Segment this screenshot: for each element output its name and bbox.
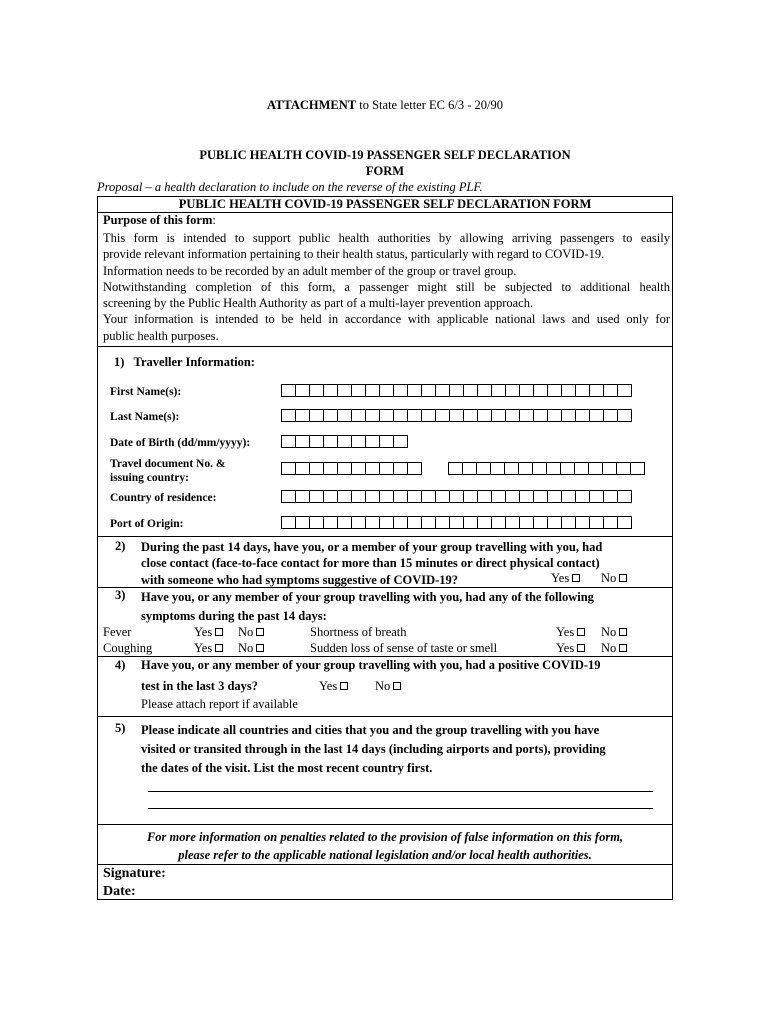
- countries-answer-line[interactable]: [148, 796, 653, 809]
- character-box[interactable]: [547, 490, 562, 503]
- section3-line: Have you, or any member of your group travelling with you, had any of the following: [141, 590, 594, 604]
- divider: [97, 536, 673, 537]
- purpose-line: Notwithstanding completion of this form, a passenger might still be subjected to additional health: [103, 279, 670, 294]
- character-box[interactable]: [281, 409, 296, 422]
- character-box[interactable]: [309, 462, 324, 475]
- character-box[interactable]: [589, 516, 604, 529]
- character-box[interactable]: [337, 409, 352, 422]
- character-box[interactable]: [393, 409, 408, 422]
- character-box[interactable]: [463, 516, 478, 529]
- signature-label: Signature:: [103, 866, 166, 881]
- document-title: PUBLIC HEALTH COVID-19 PASSENGER SELF DECLARATION: [199, 148, 571, 162]
- no-label: No: [375, 679, 391, 693]
- character-box[interactable]: [477, 490, 492, 503]
- yes-label: Yes: [556, 625, 575, 639]
- purpose-paragraph: [103, 230, 670, 344]
- character-box[interactable]: [393, 516, 408, 529]
- yes-checkbox[interactable]: [340, 682, 348, 690]
- character-box[interactable]: [421, 516, 436, 529]
- divider: [97, 716, 673, 717]
- section5-line: Please indicate all countries and cities that you and the group travelling with you have: [141, 723, 600, 737]
- character-box[interactable]: [533, 490, 548, 503]
- character-box[interactable]: [617, 490, 632, 503]
- character-box[interactable]: [351, 409, 366, 422]
- purpose-line: Information needs to be recorded by an adult member of the group or travel group.: [103, 263, 517, 278]
- residence-label: Country of residence:: [110, 492, 217, 504]
- section5-number: 5): [115, 721, 126, 735]
- character-box[interactable]: [309, 435, 324, 448]
- character-box[interactable]: [603, 409, 618, 422]
- character-box[interactable]: [421, 409, 436, 422]
- section5-line: visited or transited through in the last 14 days (including airports and ports), providing: [141, 742, 606, 756]
- coughing-no[interactable]: [238, 641, 264, 656]
- breath-yes[interactable]: [556, 625, 585, 640]
- character-box[interactable]: [281, 435, 296, 448]
- yes-label: Yes: [556, 641, 575, 655]
- character-box[interactable]: [505, 409, 520, 422]
- character-box[interactable]: [574, 462, 589, 475]
- section3-question: [141, 588, 594, 626]
- character-box[interactable]: [351, 516, 366, 529]
- character-box[interactable]: [435, 516, 450, 529]
- coughing-yes[interactable]: [194, 641, 223, 656]
- character-box[interactable]: [575, 384, 590, 397]
- character-box[interactable]: [407, 384, 422, 397]
- yes-checkbox[interactable]: [577, 644, 585, 652]
- yes-checkbox[interactable]: [572, 574, 580, 582]
- no-label: No: [238, 625, 254, 639]
- breath-no[interactable]: [601, 625, 627, 640]
- section2-yes[interactable]: [551, 571, 580, 586]
- no-checkbox[interactable]: [256, 628, 264, 636]
- penalty-line: please refer to the applicable national legislation and/or local health authorities.: [178, 848, 592, 862]
- character-box[interactable]: [518, 462, 533, 475]
- character-box[interactable]: [351, 462, 366, 475]
- character-box[interactable]: [491, 490, 506, 503]
- character-box[interactable]: [365, 435, 380, 448]
- character-box[interactable]: [491, 384, 506, 397]
- character-box[interactable]: [393, 435, 408, 448]
- character-box[interactable]: [379, 435, 394, 448]
- character-box[interactable]: [407, 462, 422, 475]
- character-box[interactable]: [337, 435, 352, 448]
- section4-note: Please attach report if available: [141, 697, 298, 711]
- yes-checkbox[interactable]: [215, 644, 223, 652]
- purpose-line: This form is intended to support public health authorities by allowing arriving passengers to easily: [103, 231, 670, 245]
- character-box[interactable]: [435, 490, 450, 503]
- last-name-label: Last Name(s):: [110, 411, 180, 423]
- character-box[interactable]: [463, 490, 478, 503]
- yes-checkbox[interactable]: [215, 628, 223, 636]
- character-box[interactable]: [533, 384, 548, 397]
- character-box[interactable]: [407, 516, 422, 529]
- character-box[interactable]: [449, 409, 464, 422]
- character-box[interactable]: [505, 516, 520, 529]
- character-box[interactable]: [281, 490, 296, 503]
- character-box[interactable]: [476, 462, 491, 475]
- section2-line: close contact (face-to-face contact for more than 15 minutes or direct physical contact): [141, 556, 600, 571]
- character-box[interactable]: [617, 384, 632, 397]
- attachment-label: ATTACHMENT: [267, 98, 357, 112]
- character-box[interactable]: [407, 490, 422, 503]
- character-box[interactable]: [323, 462, 338, 475]
- proposal-text: Proposal – a health declaration to include on the reverse of the existing PLF.: [97, 180, 483, 194]
- character-box[interactable]: [421, 384, 436, 397]
- character-box[interactable]: [309, 490, 324, 503]
- character-box[interactable]: [505, 384, 520, 397]
- character-box[interactable]: [603, 516, 618, 529]
- character-box[interactable]: [309, 384, 324, 397]
- travel-doc-label-line1: Travel document No. &: [110, 458, 226, 470]
- travel-doc-label-line2: issuing country:: [110, 472, 189, 484]
- character-box[interactable]: [379, 409, 394, 422]
- character-box[interactable]: [547, 516, 562, 529]
- section4-line1: Have you, or any member of your group travelling with you, had a positive COVID-19: [141, 658, 601, 672]
- dob-boxes[interactable]: [281, 435, 407, 448]
- character-box[interactable]: [351, 435, 366, 448]
- character-box[interactable]: [490, 462, 505, 475]
- section1-title: 1) Traveller Information:: [114, 355, 255, 369]
- character-box[interactable]: [491, 516, 506, 529]
- section3-number: 3): [115, 588, 126, 602]
- yes-label: Yes: [194, 641, 213, 655]
- purpose-colon: :: [212, 213, 216, 227]
- character-box[interactable]: [435, 384, 450, 397]
- penalty-note: [97, 828, 673, 864]
- divider: [97, 346, 673, 347]
- character-box[interactable]: [379, 384, 394, 397]
- character-box[interactable]: [617, 409, 632, 422]
- port-label: Port of Origin:: [110, 518, 184, 530]
- section2-line: with someone who had symptoms suggestive of COVID-19?: [141, 572, 459, 587]
- taste-label: Sudden loss of sense of taste or smell: [310, 641, 498, 655]
- character-box[interactable]: [519, 384, 534, 397]
- yes-label: Yes: [551, 571, 570, 585]
- character-box[interactable]: [589, 490, 604, 503]
- character-box[interactable]: [295, 384, 310, 397]
- first-name-label: First Name(s):: [110, 386, 182, 398]
- section2-number: 2): [115, 539, 126, 553]
- character-box[interactable]: [393, 462, 408, 475]
- character-box[interactable]: [561, 409, 576, 422]
- character-box[interactable]: [323, 490, 338, 503]
- character-box[interactable]: [603, 490, 618, 503]
- no-checkbox[interactable]: [393, 682, 401, 690]
- character-box[interactable]: [575, 516, 590, 529]
- character-box[interactable]: [575, 490, 590, 503]
- character-box[interactable]: [477, 409, 492, 422]
- character-box[interactable]: [589, 409, 604, 422]
- purpose-line: Your information is intended to be held in accordance with applicable national laws and used only for: [103, 312, 670, 327]
- character-box[interactable]: [519, 409, 534, 422]
- divider: [97, 824, 673, 825]
- no-label: No: [238, 641, 254, 655]
- section4-line2: test in the last 3 days?: [141, 679, 259, 693]
- character-box[interactable]: [463, 384, 478, 397]
- section4-number: 4): [115, 658, 126, 672]
- countries-answer-line[interactable]: [148, 779, 653, 792]
- character-box[interactable]: [519, 490, 534, 503]
- fever-yes[interactable]: [194, 625, 223, 640]
- attachment-text: to State letter EC 6/3 - 20/90: [356, 98, 503, 112]
- character-box[interactable]: [617, 516, 632, 529]
- character-box[interactable]: [449, 384, 464, 397]
- character-box[interactable]: [323, 384, 338, 397]
- character-box[interactable]: [491, 409, 506, 422]
- character-box[interactable]: [589, 384, 604, 397]
- character-box[interactable]: [365, 384, 380, 397]
- character-box[interactable]: [337, 516, 352, 529]
- yes-label: Yes: [194, 625, 213, 639]
- character-box[interactable]: [449, 490, 464, 503]
- character-box[interactable]: [547, 384, 562, 397]
- no-label: No: [601, 625, 617, 639]
- character-box[interactable]: [421, 490, 436, 503]
- character-box[interactable]: [561, 516, 576, 529]
- no-checkbox[interactable]: [619, 628, 627, 636]
- character-box[interactable]: [337, 462, 352, 475]
- character-box[interactable]: [449, 516, 464, 529]
- character-box[interactable]: [281, 384, 296, 397]
- date-label: Date:: [103, 884, 136, 899]
- character-box[interactable]: [309, 409, 324, 422]
- form-heading: PUBLIC HEALTH COVID-19 PASSENGER SELF DECLARATION FORM: [178, 197, 592, 211]
- character-box[interactable]: [365, 409, 380, 422]
- character-box[interactable]: [533, 409, 548, 422]
- no-label: No: [601, 641, 617, 655]
- character-box[interactable]: [435, 409, 450, 422]
- character-box[interactable]: [295, 462, 310, 475]
- character-box[interactable]: [393, 490, 408, 503]
- character-box[interactable]: [365, 516, 380, 529]
- purpose-line: provide relevant information pertaining to their health status, particularly with regard to COVID-19.: [103, 247, 605, 262]
- character-box[interactable]: [351, 384, 366, 397]
- no-checkbox[interactable]: [619, 644, 627, 652]
- document-title-line2: FORM: [365, 164, 405, 178]
- first-name-boxes[interactable]: [281, 384, 631, 397]
- character-box[interactable]: [519, 516, 534, 529]
- purpose-label: Purpose of this form: [103, 213, 213, 227]
- character-box[interactable]: [393, 384, 408, 397]
- section2-question: [141, 539, 602, 588]
- character-box[interactable]: [379, 516, 394, 529]
- purpose-heading: [103, 213, 216, 228]
- character-box[interactable]: [365, 462, 380, 475]
- residence-boxes[interactable]: [281, 490, 631, 503]
- issuing-country-boxes[interactable]: [448, 462, 644, 475]
- character-box[interactable]: [532, 462, 547, 475]
- no-label: No: [601, 571, 617, 585]
- character-box[interactable]: [337, 490, 352, 503]
- character-box[interactable]: [477, 516, 492, 529]
- taste-no[interactable]: [601, 641, 627, 656]
- character-box[interactable]: [323, 409, 338, 422]
- character-box[interactable]: [281, 516, 296, 529]
- character-box[interactable]: [546, 462, 561, 475]
- character-box[interactable]: [588, 462, 603, 475]
- character-box[interactable]: [602, 462, 617, 475]
- character-box[interactable]: [448, 462, 463, 475]
- yes-label: Yes: [319, 679, 338, 693]
- character-box[interactable]: [560, 462, 575, 475]
- section4-yes[interactable]: [319, 679, 348, 694]
- section2-line: During the past 14 days, have you, or a member of your group travelling with you, had: [141, 540, 603, 554]
- attachment-line: [0, 98, 770, 113]
- character-box[interactable]: [365, 490, 380, 503]
- character-box[interactable]: [462, 462, 477, 475]
- character-box[interactable]: [561, 384, 576, 397]
- no-checkbox[interactable]: [256, 644, 264, 652]
- character-box[interactable]: [547, 409, 562, 422]
- breath-label: Shortness of breath: [310, 625, 407, 639]
- character-box[interactable]: [575, 409, 590, 422]
- section3-line: symptoms during the past 14 days:: [141, 609, 327, 623]
- character-box[interactable]: [337, 384, 352, 397]
- section5-question: [141, 721, 606, 778]
- character-box[interactable]: [323, 435, 338, 448]
- penalty-line: For more information on penalties related to the provision of false information on this form,: [146, 830, 624, 844]
- character-box[interactable]: [295, 409, 310, 422]
- purpose-line: public health purposes.: [103, 328, 219, 343]
- character-box[interactable]: [281, 462, 296, 475]
- character-box[interactable]: [407, 409, 422, 422]
- dob-label: Date of Birth (dd/mm/yyyy):: [110, 437, 251, 449]
- character-box[interactable]: [477, 384, 492, 397]
- character-box[interactable]: [630, 462, 645, 475]
- travel-doc-label: [110, 457, 225, 485]
- character-box[interactable]: [351, 490, 366, 503]
- character-box[interactable]: [379, 462, 394, 475]
- character-box[interactable]: [295, 490, 310, 503]
- port-boxes[interactable]: [281, 516, 631, 529]
- character-box[interactable]: [463, 409, 478, 422]
- coughing-label: Coughing: [103, 641, 153, 655]
- section5-line: the dates of the visit. List the most recent country first.: [141, 761, 433, 775]
- character-box[interactable]: [309, 516, 324, 529]
- character-box[interactable]: [616, 462, 631, 475]
- character-box[interactable]: [323, 516, 338, 529]
- character-box[interactable]: [504, 462, 519, 475]
- character-box[interactable]: [561, 490, 576, 503]
- character-box[interactable]: [603, 384, 618, 397]
- character-box[interactable]: [379, 490, 394, 503]
- section2-no[interactable]: [601, 571, 627, 586]
- section4-no[interactable]: [375, 679, 401, 694]
- fever-label: Fever: [103, 625, 132, 639]
- character-box[interactable]: [533, 516, 548, 529]
- character-box[interactable]: [295, 516, 310, 529]
- taste-yes[interactable]: [556, 641, 585, 656]
- divider: [97, 656, 673, 657]
- divider: [97, 864, 673, 865]
- character-box[interactable]: [505, 490, 520, 503]
- purpose-line: screening by the Public Health Authority as part of a multi-layer prevention approach.: [103, 296, 534, 311]
- character-box[interactable]: [295, 435, 310, 448]
- travel-doc-number-boxes[interactable]: [281, 462, 421, 475]
- no-checkbox[interactable]: [619, 574, 627, 582]
- yes-checkbox[interactable]: [577, 628, 585, 636]
- fever-no[interactable]: [238, 625, 264, 640]
- last-name-boxes[interactable]: [281, 409, 631, 422]
